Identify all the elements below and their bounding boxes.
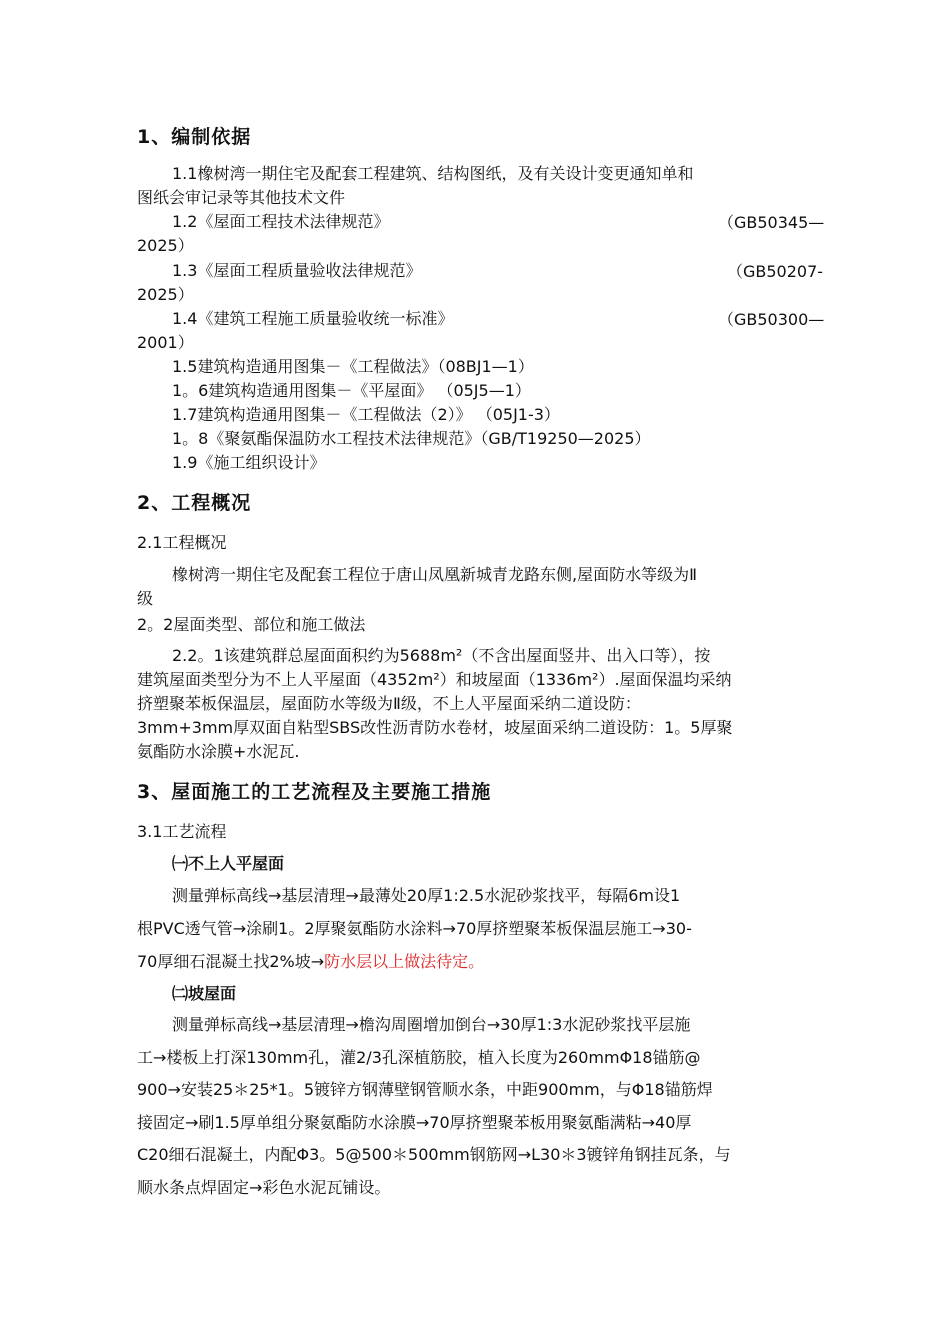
slope-roof-line-1: 测量弹标高线→基层清理→檐沟周圈增加倒台→30厚1:3水泥砂浆找平层施 [172, 1015, 691, 1034]
section-1-heading: 1、编制依据 [137, 126, 252, 148]
overview-line-1: 橡树湾一期住宅及配套工程位于唐山凤凰新城青龙路东侧,屋面防水等级为Ⅱ [172, 565, 697, 584]
basis-item-7: 1.7建筑构造通用图集－《工程做法（2）》 （05J1-3） [172, 405, 560, 424]
basis-item-4-title: 1.4《建筑工程施工质量验收统一标准》 [172, 309, 454, 328]
basis-item-2-code: （GB50345— [718, 213, 825, 232]
roof-area-line-4: 3mm+3mm厚双面自粘型SBS改性沥青防水卷材，坡屋面采纳二道设防：1。5厚聚 [137, 718, 733, 737]
slope-roof-line-4: 接固定→刷1.5厚单组分聚氨酯防水涂膜→70厚挤塑聚苯板用聚氨酯满粘→40厚 [137, 1113, 692, 1132]
basis-item-2-title: 1.2《屋面工程技术法律规范》 [172, 212, 390, 231]
slope-roof-line-5: C20细石混凝土，内配Φ3。5@500＊500mm钢筋网→L30＊3镀锌角钢挂瓦条，与 [137, 1145, 731, 1164]
roof-area-line-5: 氨酯防水涂膜+水泥瓦. [137, 742, 300, 761]
flat-roof-line-1: 测量弹标高线→基层清理→最薄处20厚1:2.5水泥砂浆找平，每隔6m设1 [172, 886, 681, 905]
basis-item-8: 1。8《聚氨酯保温防水工程技术法律规范》（GB/T19250—2025） [172, 429, 651, 448]
section-3-heading: 3、屋面施工的工艺流程及主要施工措施 [137, 781, 492, 803]
subsection-2-1-heading: 2.1工程概况 [137, 533, 227, 552]
basis-item-1-line2: 图纸会审记录等其他技术文件 [137, 188, 346, 207]
basis-item-4-code: （GB50300— [718, 310, 825, 329]
overview-line-2: 级 [137, 589, 154, 608]
flat-roof-line-2: 根PVC透气管→涂刷1。2厚聚氨酯防水涂料→70厚挤塑聚苯板保温层施工→30- [137, 919, 692, 938]
basis-item-4-year: 2001） [137, 333, 194, 352]
flat-roof-heading: ㈠不上人平屋面 [172, 854, 285, 873]
basis-item-3-title: 1.3《屋面工程质量验收法律规范》 [172, 261, 422, 280]
subsection-3-1-heading: 3.1工艺流程 [137, 822, 227, 841]
basis-item-3-year: 2025） [137, 285, 194, 304]
flat-roof-line-3-text: 70厚细石混凝土找2%坡→ [137, 952, 325, 971]
slope-roof-heading: ㈡坡屋面 [172, 984, 237, 1003]
roof-area-line-3: 挤塑聚苯板保温层，屋面防水等级为Ⅱ级，不上人平屋面采纳二道设防： [137, 694, 641, 713]
subsection-2-2-heading: 2。2屋面类型、部位和施工做法 [137, 615, 366, 634]
flat-roof-line-3 [137, 950, 484, 974]
pending-note: 防水层以上做法待定。 [324, 952, 485, 971]
roof-area-line-1: 2.2。1该建筑群总屋面面积约为5688m²（不含出屋面竖井、出入口等），按 [172, 646, 711, 665]
section-2-heading: 2、工程概况 [137, 492, 252, 514]
basis-item-1-line1: 1.1橡树湾一期住宅及配套工程建筑、结构图纸，及有关设计变更通知单和 [172, 164, 694, 183]
slope-roof-line-2: 工→楼板上打深130mm孔，灌2/3孔深植筋胶，植入长度为260mmΦ18锚筋@ [137, 1048, 701, 1067]
basis-item-6: 1。6建筑构造通用图集－《平屋面》 （05J5—1） [172, 381, 531, 400]
slope-roof-line-6: 顺水条点焊固定→彩色水泥瓦铺设。 [137, 1178, 391, 1197]
basis-item-2-year: 2025） [137, 236, 194, 255]
basis-item-5: 1.5建筑构造通用图集－《工程做法》（08BJ1—1） [172, 357, 534, 376]
slope-roof-line-3: 900→安装25＊25*1。5镀锌方钢薄壁钢管顺水条，中距900mm，与Φ18锚筋焊 [137, 1080, 713, 1099]
basis-item-9: 1.9《施工组织设计》 [172, 453, 326, 472]
roof-area-line-2: 建筑屋面类型分为不上人平屋面（4352m²）和坡屋面（1336m²）.屋面保温均采纳 [137, 670, 732, 689]
basis-item-3-code: （GB50207- [727, 262, 824, 281]
